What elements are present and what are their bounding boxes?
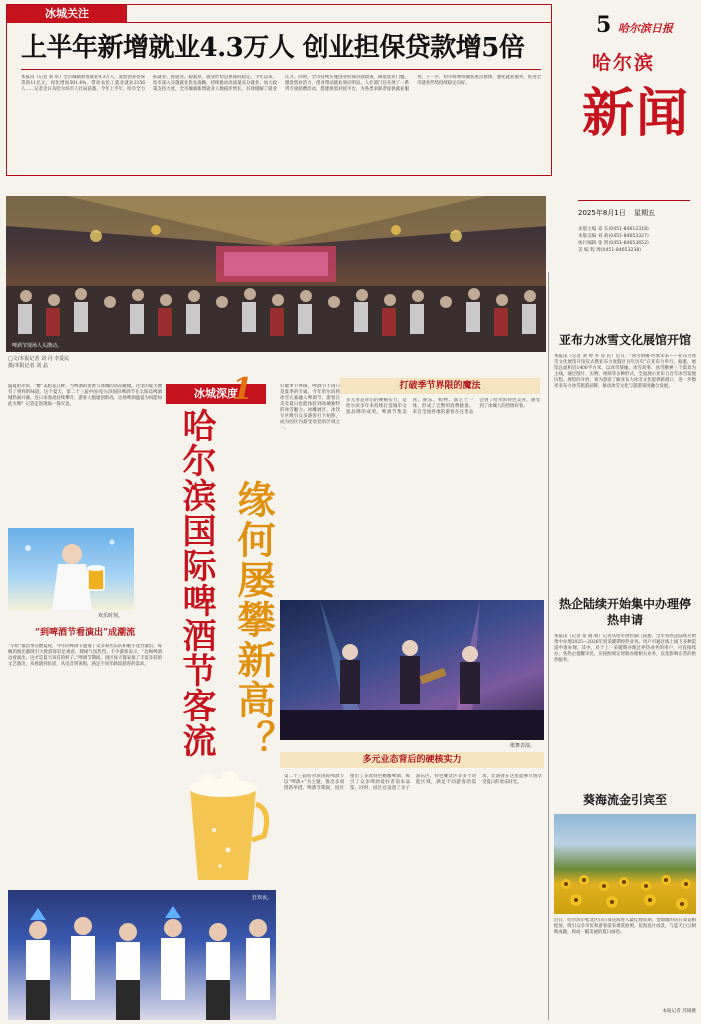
section-name: 新闻 [582, 83, 691, 144]
crowd-scene-illustration [6, 196, 546, 352]
subhead-strength: 多元业态背后的硬核实力 [362, 755, 462, 765]
feature-col-c: 多元业态背后的硬核实力，是哈尔滨多年来持续打造城市文旅品牌的成果。啤酒节集美食、娱乐、购物、演艺于一体，形成了完整的消费链条。来自全国各地的游客在这里品尝到了哈尔滨特色美食，感受到了冰城人的热情好客。 [346, 398, 540, 415]
subhead-season: 打破季节界限的魔法 [399, 381, 481, 391]
column-number: 1 [232, 372, 253, 407]
staff-line: 美 编 程 博(0451-84653238) [578, 248, 642, 253]
story-sunflower-credit: 本报记者 苏锡摄 [662, 1009, 696, 1014]
story-yabuli [554, 332, 696, 582]
photo-caption-2: 欢乐时刻。 [98, 613, 124, 619]
photo-caption-4: 狂欢夜。 [251, 895, 272, 901]
top-story [6, 4, 552, 176]
story-heating-title: 热企陆续开始集中办理停热申请 [558, 597, 691, 627]
story-sunflower-title: 葵海流金引宾至 [582, 793, 667, 807]
feature-intro: 盛夏哈尔滨，“醉”美松花江畔。当啤酒的麦香与冰城的清凉碰撞，这里的夏天便有了别样的味道。这个夏天，第二十三届中国·哈尔滨国际啤酒节在太阳岛啤酒城热闹开幕，连日来客流持续攀升，游客人数屡创新高。这场啤酒盛宴为何能如此火爆？记者走进现场一探究竟。 [8, 384, 162, 407]
feature-col-b: 打破季节界限，啤酒节不再只是夏季的专属。今年哈尔滨将冰雪元素融入啤酒节，游客在炎炎夏日也能体验到冰城独特的冰雪魅力。冰雕展区、冰饮专区吸引众多游客打卡拍照，成为园区内最受欢迎的区域之一。 [280, 384, 340, 431]
date [578, 208, 655, 218]
main-title: 哈尔滨国际啤酒节客流 [176, 408, 216, 758]
column-tag-text: 冰城深度 [194, 387, 238, 400]
subhead-shows: “到啤酒节看演出”成潮流 [34, 628, 136, 638]
kicker-rule [127, 22, 551, 23]
feature-col-a: “小哈”演出季点燃夏夜，今年的啤酒节邀请了众多知名乐队和歌手登台演出，每晚的演出都吸引大批游客驻足观看，现场气氛热烈。不少游客表示，“边喝啤酒边看演出，这才是夏天该有的样子。”啤酒节期间，园区每天都安排了丰富多彩的文艺演出，从摇滚到民谣，从电音到说唱，满足不同年龄段游客的需求。 [8, 644, 162, 667]
staff-line: 执行编辑 张 明(0451-84653652) [578, 241, 649, 246]
top-story-body: 本报讯（记者 刘 卓）全市城镇新增就业4.3万人，发放创业担保贷款11亿元，同比增加501.4%，带动农民工就业就业2156人……记者近日从哈尔滨市人社局获悉，今年上半年，哈市全力抓就业、促就业、稳就业，就业形势总体保持稳定。今年以来，哈市深入实施就业优先战略，持续推动高质量充分就业，加大政策支持力度，全市城镇新增就业人数稳步增长，有效缓解了就业压力。同时，全市持续实施创业担保贷款政策，降低创业门槛，激发创业活力，创业带动就业效应明显。人社部门还开展了一系列专项招聘活动，搭建供需对接平台，为各类求职者提供就业服务。下一步，哈市将继续聚焦重点群体，强化就业服务，促进全市就业形势持续稳定向好。 [21, 75, 541, 92]
story-sunflower [554, 792, 696, 1020]
main-title-2: 缘何屡攀新高？ [231, 480, 276, 760]
masthead-rule [578, 200, 690, 201]
hero-photo-caption: 啤酒节现场人头攒动。 [12, 343, 63, 349]
weekday-text: 星期五 [633, 209, 655, 217]
photo-caption-3: 歌舞表演。 [510, 743, 536, 749]
headline-rule [21, 69, 541, 70]
party-photo [8, 890, 276, 1020]
sunflower-photo [554, 814, 696, 914]
right-column-divider [548, 272, 549, 1020]
concert-stage-illustration [280, 600, 544, 740]
staff-line: 本版美编 刘 莉(0451-84653327) [578, 234, 649, 239]
beer-glass-graphic [168, 770, 278, 888]
hero-photo [6, 196, 546, 352]
story-heating [554, 596, 696, 786]
paper-name: 哈尔滨日报 [618, 22, 673, 35]
byline: □文/本报记者 刘 丹 李爱民 摄/本报记者 刘 晶 [8, 356, 70, 369]
concert-photo [280, 600, 544, 740]
page-number: 5 [596, 12, 612, 38]
story-yabuli-title: 亚布力冰雪文化展馆开馆 [558, 333, 691, 347]
date-text: 2025年8月1日 [578, 209, 626, 217]
masthead [556, 4, 696, 259]
story-sunflower-body: 近日，哈尔滨市松北区向日葵花海进入最佳观赏期，金灿灿的向日葵竞相绽放，吸引众多市民和游客前来观赏拍照。花海连片成景，与蓝天白云相映成趣，构成一幅美丽的夏日画卷。 [554, 918, 696, 935]
city-name: 哈尔滨 [592, 52, 656, 74]
sunflower-field-illustration [554, 814, 696, 914]
headline: 上半年新增就业4.3万人 创业担保贷款增5倍 [21, 33, 525, 63]
kicker: 冰城关注 [7, 5, 127, 23]
beer-girl-illustration [8, 528, 134, 610]
story-heating-body: 本报讯（记者 张 晓 娟）记者从哈市供热部门获悉，全市各热企陆续开始集中办理2025—2026年度采暖期停热业务。用户可通过线上线下多种渠道申请办理。其中，对于上一采暖期办理过停热业务的用户，可直接续办。各热企提醒市民，应按照规定时限办理相关业务，以免影响正常的供热服务。 [554, 634, 696, 663]
staff-line: 本版主编 姜 东(0451-84612318) [578, 227, 649, 232]
party-crowd-illustration [8, 890, 276, 1020]
staff-list [578, 226, 696, 266]
beer-girl-photo [8, 528, 134, 610]
story-yabuli-body: 本报讯（记者 刘 婷 李 显 民）近日，“冰雪情缘·传承未来——亚布力冰雪文化展馆开馆仪式暨亚布力度假区百年历史”在亚布力举行。据悉，展馆总面积近1400平方米，以冰雪情缘、冰雪故事、冰雪精神三个篇章为主线，通过图片、实物、视频等多种形式，全面展示亚布力百年冰雪发展历程。展馆的开放，将为游客了解亚布力冰雪文化提供新窗口，进一步擦亮亚布力冰雪旅游品牌，推动冰雪文化与旅游深度融合发展。 [554, 354, 696, 389]
beer-glass-icon [168, 770, 278, 888]
feature-col-d: 第二十三届哈尔滨国际啤酒节以“啤酒+”为主题，推出多项创新举措。啤酒节期间，园区推出了多款特色精酿啤酒，吸引了众多啤酒爱好者前来品鉴。同时，园区还设置了亲子游乐区、特色餐饮区等多个功能区域，满足不同游客的需求，让游客在这里能够尽情享受夏日的欢乐时光。 [284, 774, 542, 791]
